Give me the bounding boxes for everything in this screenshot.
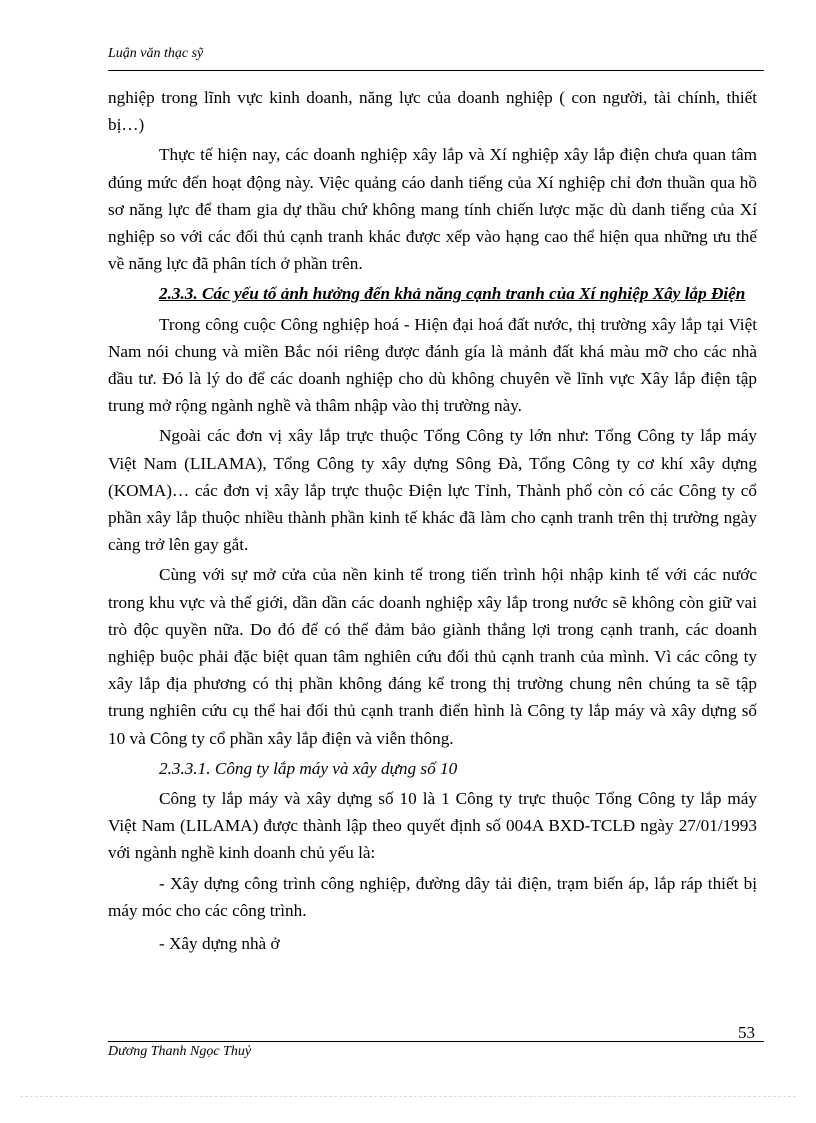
paragraph: Cùng với sự mở cửa của nền kinh tế trong tiến trình hội nhập kinh tế với các nước trong khu vực và thế giới, dần dần các doanh nghiệp xây lắp trong nước sẽ không còn giữ vai trò độc quyền nữa. Do đó để có thể đảm bảo giành thắng lợi trong cạnh tranh, các doanh nghiệp buộc phải đặc biệt quan tâm nghiên cứu đối thủ cạnh tranh của mình. Vì các công ty xây lắp địa phương có thị phần không đáng kể trong thị trường chung nên chúng ta sẽ tập trung nghiên cứu cụ thể hai đối thủ cạnh tranh điển hình là Công ty lắp máy và xây dựng số 10 và Công ty cổ phần xây lắp điện và viễn thông. xyxy=(108,565,757,748)
subsection-heading: 2.3.3.1. Công ty lắp máy và xây dựng số 10 xyxy=(159,758,458,778)
list-item: - Xây dựng công trình công nghiệp, đường dây tải điện, trạm biến áp, lắp ráp thiết bị máy móc cho các công trình. xyxy=(108,873,757,920)
page-edge-divider xyxy=(20,1096,796,1097)
header-divider xyxy=(108,70,764,71)
paragraph: Công ty lắp máy và xây dựng số 10 là 1 Công ty trực thuộc Tổng Công ty lắp máy Việt Nam (LILAMA) được thành lập theo quyết định số 004A BXD-TCLĐ ngày 27/01/1993 với ngành nghề kinh doanh chủ yếu là: xyxy=(108,789,757,863)
paragraph: Thực tế hiện nay, các doanh nghiệp xây lắp và Xí nghiệp xây lắp điện chưa quan tâm đúng mức đến hoạt động này. Việc quảng cáo danh tiếng của Xí nghiệp chỉ đơn thuần qua hồ sơ năng lực để tham gia dự thầu chứ không mang tính chiến lược mặc dù danh tiếng của Xí nghiệp so với các đối thủ cạnh tranh khác được xếp vào hạng cao thể hiện qua những ưu thế về năng lực đã phân tích ở phần trên. xyxy=(108,145,757,274)
list-item: - Xây dựng nhà ở xyxy=(159,934,280,954)
paragraph: Ngoài các đơn vị xây lắp trực thuộc Tổng Công ty lớn như: Tổng Công ty lắp máy Việt Nam (LILAMA), Tổng Công ty xây dựng Sông Đà, Tổng Công ty cơ khí xây dựng (KOMA)… các đơn vị xây lắp trực thuộc Điện lực Tỉnh, Thành phố còn có các Công ty cổ phần xây lắp thuộc nhiều thành phần kinh tế khác đã làm cho cạnh tranh trên thị trường ngày càng trở lên gay gắt. xyxy=(108,426,757,555)
footer-author: Dương Thanh Ngọc Thuỷ xyxy=(108,1044,252,1059)
footer-divider xyxy=(108,1041,764,1042)
section-heading: 2.3.3. Các yếu tố ảnh hưởng đến khả năng cạnh tranh của Xí nghiệp Xây lắp Điện xyxy=(159,284,746,304)
paragraph: nghiệp trong lĩnh vực kinh doanh, năng lực của doanh nghiệp ( con người, tài chính, thiết bị…) xyxy=(108,88,757,135)
document-body xyxy=(108,84,757,960)
page-number: 53 xyxy=(738,1023,755,1042)
paragraph: Trong công cuộc Công nghiệp hoá - Hiện đại hoá đất nước, thị trường xây lắp tại Việt Nam nói chung và miền Bắc nói riêng được đánh gía là mảnh đất khá màu mỡ cho các nhà đầu tư. Đó là lý do để các doanh nghiệp cho dù không chuyên về lĩnh vực Xây lắp điện tập trung mở rộng ngành nghề và thâm nhập vào thị trường này. xyxy=(108,314,757,416)
header-title: Luận văn thạc sỹ xyxy=(108,46,204,61)
